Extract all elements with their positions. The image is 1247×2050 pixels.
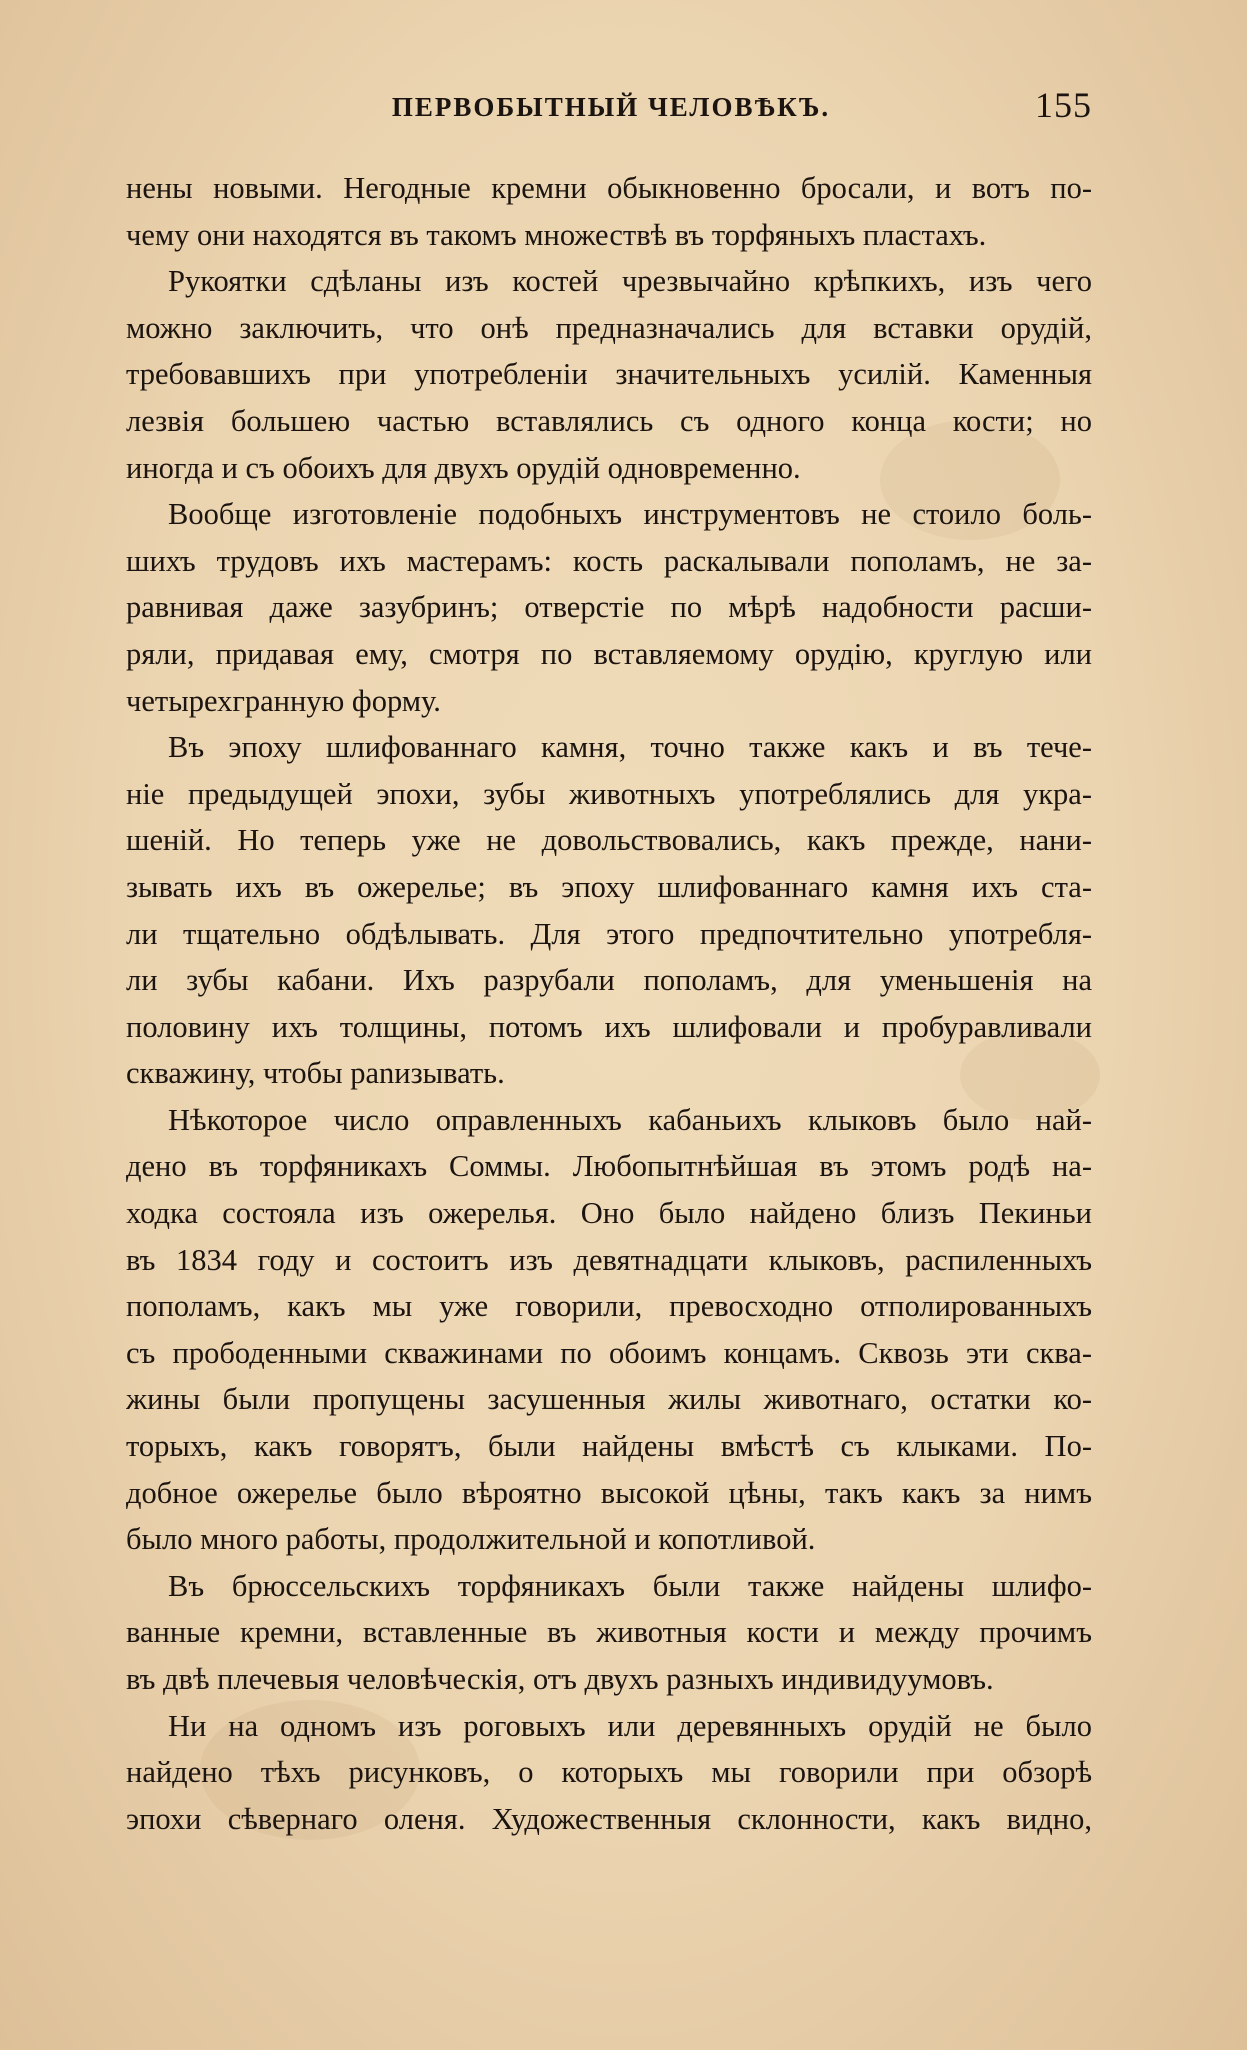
text-line: пополамъ, какъ мы уже говорили, превосходно отполированныхъ bbox=[126, 1289, 1092, 1324]
text-line: дено въ торфяникахъ Соммы. Любопытнѣйшая въ этомъ родѣ на- bbox=[126, 1149, 1092, 1184]
text-line: ли зубы кабани. Ихъ разрубали пополамъ, для уменьшенія на bbox=[126, 963, 1092, 998]
text-line: съ прободенными скважинами по обоимъ концамъ. Сквозь эти сква- bbox=[126, 1335, 1092, 1370]
text-line: Рукоятки сдѣланы изъ костей чрезвычайно крѣпкихъ, изъ чего bbox=[168, 264, 1092, 299]
text-line: торыхъ, какъ говорятъ, были найдены вмѣстѣ съ клыками. По- bbox=[126, 1429, 1092, 1464]
text-line: равнивая даже зазубринъ; отверстіе по мѣрѣ надобности расши- bbox=[126, 590, 1092, 625]
text-line: жины были пропущены засушенныя жилы животнаго, остатки ко- bbox=[126, 1382, 1092, 1417]
text-line: Вообще изготовленіе подобныхъ инструментовъ не стоило боль- bbox=[168, 497, 1092, 532]
body-text bbox=[126, 165, 1092, 1842]
text-line: добное ожерелье было вѣроятно высокой цѣны, такъ какъ за нимъ bbox=[126, 1475, 1092, 1510]
text-line: можно заключить, что онѣ предназначались для вставки орудій, bbox=[126, 310, 1092, 345]
running-title: ПЕРВОБЫТНЫЙ ЧЕЛОВѢКЪ. bbox=[391, 92, 831, 122]
text-line: было много работы, продолжительной и копотливой. bbox=[126, 1522, 816, 1557]
text-line: въ двѣ плечевыя человѣческія, отъ двухъ разныхъ индивидуумовъ. bbox=[126, 1662, 994, 1696]
text-line: зывать ихъ въ ожерелье; въ эпоху шлифованнаго камня ихъ ста- bbox=[126, 869, 1092, 904]
text-line: половину ихъ толщины, потомъ ихъ шлифовали и пробуравливали bbox=[126, 1009, 1092, 1044]
text-line: шеній. Но теперь уже не довольствовались, какъ прежде, нани- bbox=[126, 823, 1092, 858]
text-line: ходка состояла изъ ожерелья. Оно было найдено близъ Пекиньи bbox=[126, 1196, 1092, 1231]
text-line: Ни на одномъ изъ роговыхъ или деревянныхъ орудій не было bbox=[168, 1708, 1092, 1743]
text-line: скважину, чтобы panизывать. bbox=[126, 1056, 505, 1091]
text-line: четырехгранную форму. bbox=[126, 683, 441, 718]
text-line: Въ эпоху шлифованнаго камня, точно также какъ и въ тече- bbox=[168, 730, 1092, 765]
text-line: Нѣкоторое число оправленныхъ кабаньихъ клыковъ было най- bbox=[168, 1102, 1092, 1137]
page-header bbox=[130, 78, 1092, 138]
text-line: чему они находятся въ такомъ множествѣ въ торфяныхъ пластахъ. bbox=[126, 217, 987, 252]
text-line: ванные кремни, вставленные въ животныя кости и между прочимъ bbox=[126, 1615, 1092, 1650]
text-line: ряли, придавая ему, смотря по вставляемому орудію, круглую или bbox=[126, 636, 1092, 671]
text-line: ніе предыдущей эпохи, зубы животныхъ употреблялись для укра- bbox=[126, 776, 1092, 811]
text-line: шихъ трудовъ ихъ мастерамъ: кость раскалывали пополамъ, не за- bbox=[126, 543, 1092, 578]
text-line: найдено тѣхъ рисунковъ, о которыхъ мы говорили при обзорѣ bbox=[126, 1755, 1092, 1790]
text-line: въ 1834 году и состоитъ изъ девятнадцати клыковъ, распиленныхъ bbox=[126, 1242, 1092, 1277]
text-line: Въ брюссельскихъ торфяникахъ были также найдены шлифо- bbox=[168, 1568, 1092, 1603]
text-line: эпохи сѣвернаго оленя. Художественныя склонности, какъ видно, bbox=[126, 1801, 1092, 1836]
text-line: нены новыми. Негодные кремни обыкновенно бросали, и вотъ по- bbox=[126, 171, 1092, 205]
text-line: лезвія большею частью вставлялись съ одного конца кости; но bbox=[126, 403, 1092, 438]
text-line: иногда и съ обоихъ для двухъ орудій одновременно. bbox=[126, 450, 801, 485]
text-line: требовавшихъ при употребленіи значительныхъ усилій. Каменныя bbox=[126, 357, 1092, 392]
text-line: ли тщательно обдѣлывать. Для этого предпочтительно употребля- bbox=[126, 916, 1092, 951]
page-number: 155 bbox=[1035, 85, 1092, 125]
